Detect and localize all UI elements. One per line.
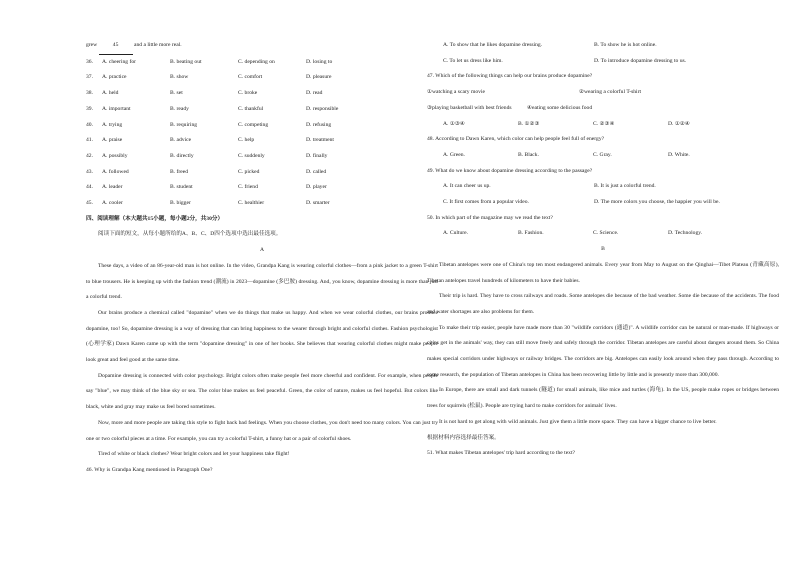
passage-a-paragraph: Tired of white or black clothes? Wear bright colors and let your happiness take flight! xyxy=(98,451,290,458)
blank-45: 45 xyxy=(99,38,133,55)
instruction: 阅读下面的短文，从每小题所给的A、B、C、D四个选项中选出最佳选项。 xyxy=(98,231,282,238)
q47-items-row: ①watching a scary movie ②wearing a colorful T-shirt xyxy=(427,89,642,96)
passage-a-paragraph: Dopamine dressing is connected with color psychology. Bright colors often make people feel more cheerful and confident. For example, when people say "blue", we may think of the blue sky or sea. The color blue makes us feel peaceful. Green, the color of nature, makes us feel hopeful. But colors like black, white and gray may make us feel bored sometimes. xyxy=(86,372,438,411)
passage-b-paragraph: Tibetan antelopes were one of China's top ten most endangered animals. Every year from May to August on the Qinghai—Tibet Plateau (青藏高原), Tibetan antelopes travel hundreds of kilometers to have their babies. xyxy=(427,261,779,284)
cloze-continuation-line: grew 45 and a little more real. xyxy=(86,38,438,55)
question-row: 36. A. cheering for B. beating out C. depending on D. losing to xyxy=(86,58,333,65)
passage-label-b: B xyxy=(601,246,605,253)
passage-label-a: A xyxy=(259,247,265,254)
passage-b-paragraph: Their trip is hard. They have to cross railways and roads. Some antelopes die because of the bad weather. Some die because of the accidents. The food and water shortages are also problems for them. xyxy=(427,293,779,315)
passage-a-paragraph: Our brains produce a chemical called "dopamine" when we do things that make us happy. And when we wear colorful clothes, our brains produce dopamine, too! So, dopamine dressing is a way of dressing that can bring happiness to the wearer through bright and colorful clothes. Fashion psychologist (心理学家) Dawn Karen came up with the term "dopamine dressing" in one of her books. She believes that wearing colorful clothes might make people look great and feel good at the same time. xyxy=(86,309,438,364)
options-row: C. It first comes from a popular video. D. The more colors you choose, the happier you will be. xyxy=(443,199,720,206)
left-column xyxy=(86,38,438,479)
question-row: 38. A. held B. set C. broke D. read xyxy=(86,90,323,97)
section-title: 四、阅读理解（本大题共15小题，每小题2分，共30分） xyxy=(86,215,224,222)
passage-b-paragraph: In Europe, there are small and dark tunnels (隧道) for small animals, like mice and turtles (海龟). In the US, people make ropes or bridges between trees for squirrels (松鼠). People are trying hard to make corridors for animals' lives. xyxy=(427,387,779,410)
options-row: C. To let us dress like him. D. To introduce dopamine dressing to us. xyxy=(443,57,687,64)
question-row: 37. A. practice B. show C. comfort D. pleasure xyxy=(86,74,332,81)
question-row: 44. A. leader B. student C. friend D. player xyxy=(86,184,327,191)
options-row: A. Green. B. Black. C. Gray. D. White. xyxy=(443,151,690,158)
q47-items-row: ③playing basketball with best friends ④eating some delicious food xyxy=(427,104,593,111)
question-row: 43. A. followed B. freed C. picked D. called xyxy=(86,168,327,175)
question-46: 46. Why is Grandpa Kang mentioned in Paragraph One? xyxy=(86,466,213,473)
question-row: 41. A. praise B. advice C. help D. treatment xyxy=(86,137,334,144)
question-51: 51. What makes Tibetan antelopes' trip hard according to the text? xyxy=(427,450,576,457)
options-row: A. Culture. B. Fashion. C. Science. D. Technology. xyxy=(443,230,703,237)
passage-b-paragraph: It is not hard to get along with wild animals. Just give them a little more space. They can have a bigger chance to live better. xyxy=(439,418,717,425)
question-48: 48. According to Dawn Karen, which color can help people feel full of energy? xyxy=(427,136,605,143)
question-row: 42. A. possibly B. directly C. suddenly D. finally xyxy=(86,152,328,159)
question-row: 45. A. cooler B. bigger C. healthier D. smarter xyxy=(86,200,330,207)
question-row: 40. A. trying B. requiring C. competing D. refusing xyxy=(86,121,332,128)
right-column xyxy=(427,38,779,462)
options-row: A. ①③④ B. ①②③ C. ②③④ D. ①②④ xyxy=(443,120,690,127)
question-49: 49. What do we know about dopamine dressing according to the passage? xyxy=(427,167,593,174)
question-47: 47. Which of the following things can help our brains produce dopamine? xyxy=(427,73,593,80)
options-row: A. To show that he likes dopamine dressing. B. To show he is hot online. xyxy=(443,42,657,48)
options-row: A. It can cheer us up. B. It is just a colorful trend. xyxy=(443,183,656,190)
question-row: 39. A. important B. ready C. thankful D. responsible xyxy=(86,105,339,112)
instruction-2: 根据材料内容选择最佳答案。 xyxy=(427,434,500,441)
question-50: 50. In which part of the magazine may we read the text? xyxy=(427,214,553,221)
passage-a-paragraph: Now, more and more people are taking this style to fight back bad feelings. When you choose clothes, you don't need too many colors. You can just try one or two colorful pieces at a time. For example, you can try a colorful T-shirt, a funny hat or a pair of colorful shoes. xyxy=(86,419,438,442)
passage-a-paragraph: These days, a video of an 86-year-old man is hot online. In the video, Grandpa Kang is wearing colorful clothes—from a pink jacket to a green T-shirt to blue trousers. He is keeping up with the fashion trend (潮流) in 2023—dopamine (多巴胺) dressing. And, you know, dopamine dressing is more than just a colorful trend. xyxy=(86,262,438,301)
passage-b-paragraph: To make their trip easier, people have made more than 30 "wildlife corridors (通道)". A wildlife corridor can be natural or man-made. If highways or cities get in the animals' way, they can still move freely and safely through the corridor. Tibetan antelopes are careful about dangers around them. So China makes special corridors under highways or railway bridges. The corridors are big. Antelopes can easily look around when they pass through. According to some research, the population of Tibetan antelopes in China has been recovering little by little and is presently more than 300,000. xyxy=(427,324,779,378)
